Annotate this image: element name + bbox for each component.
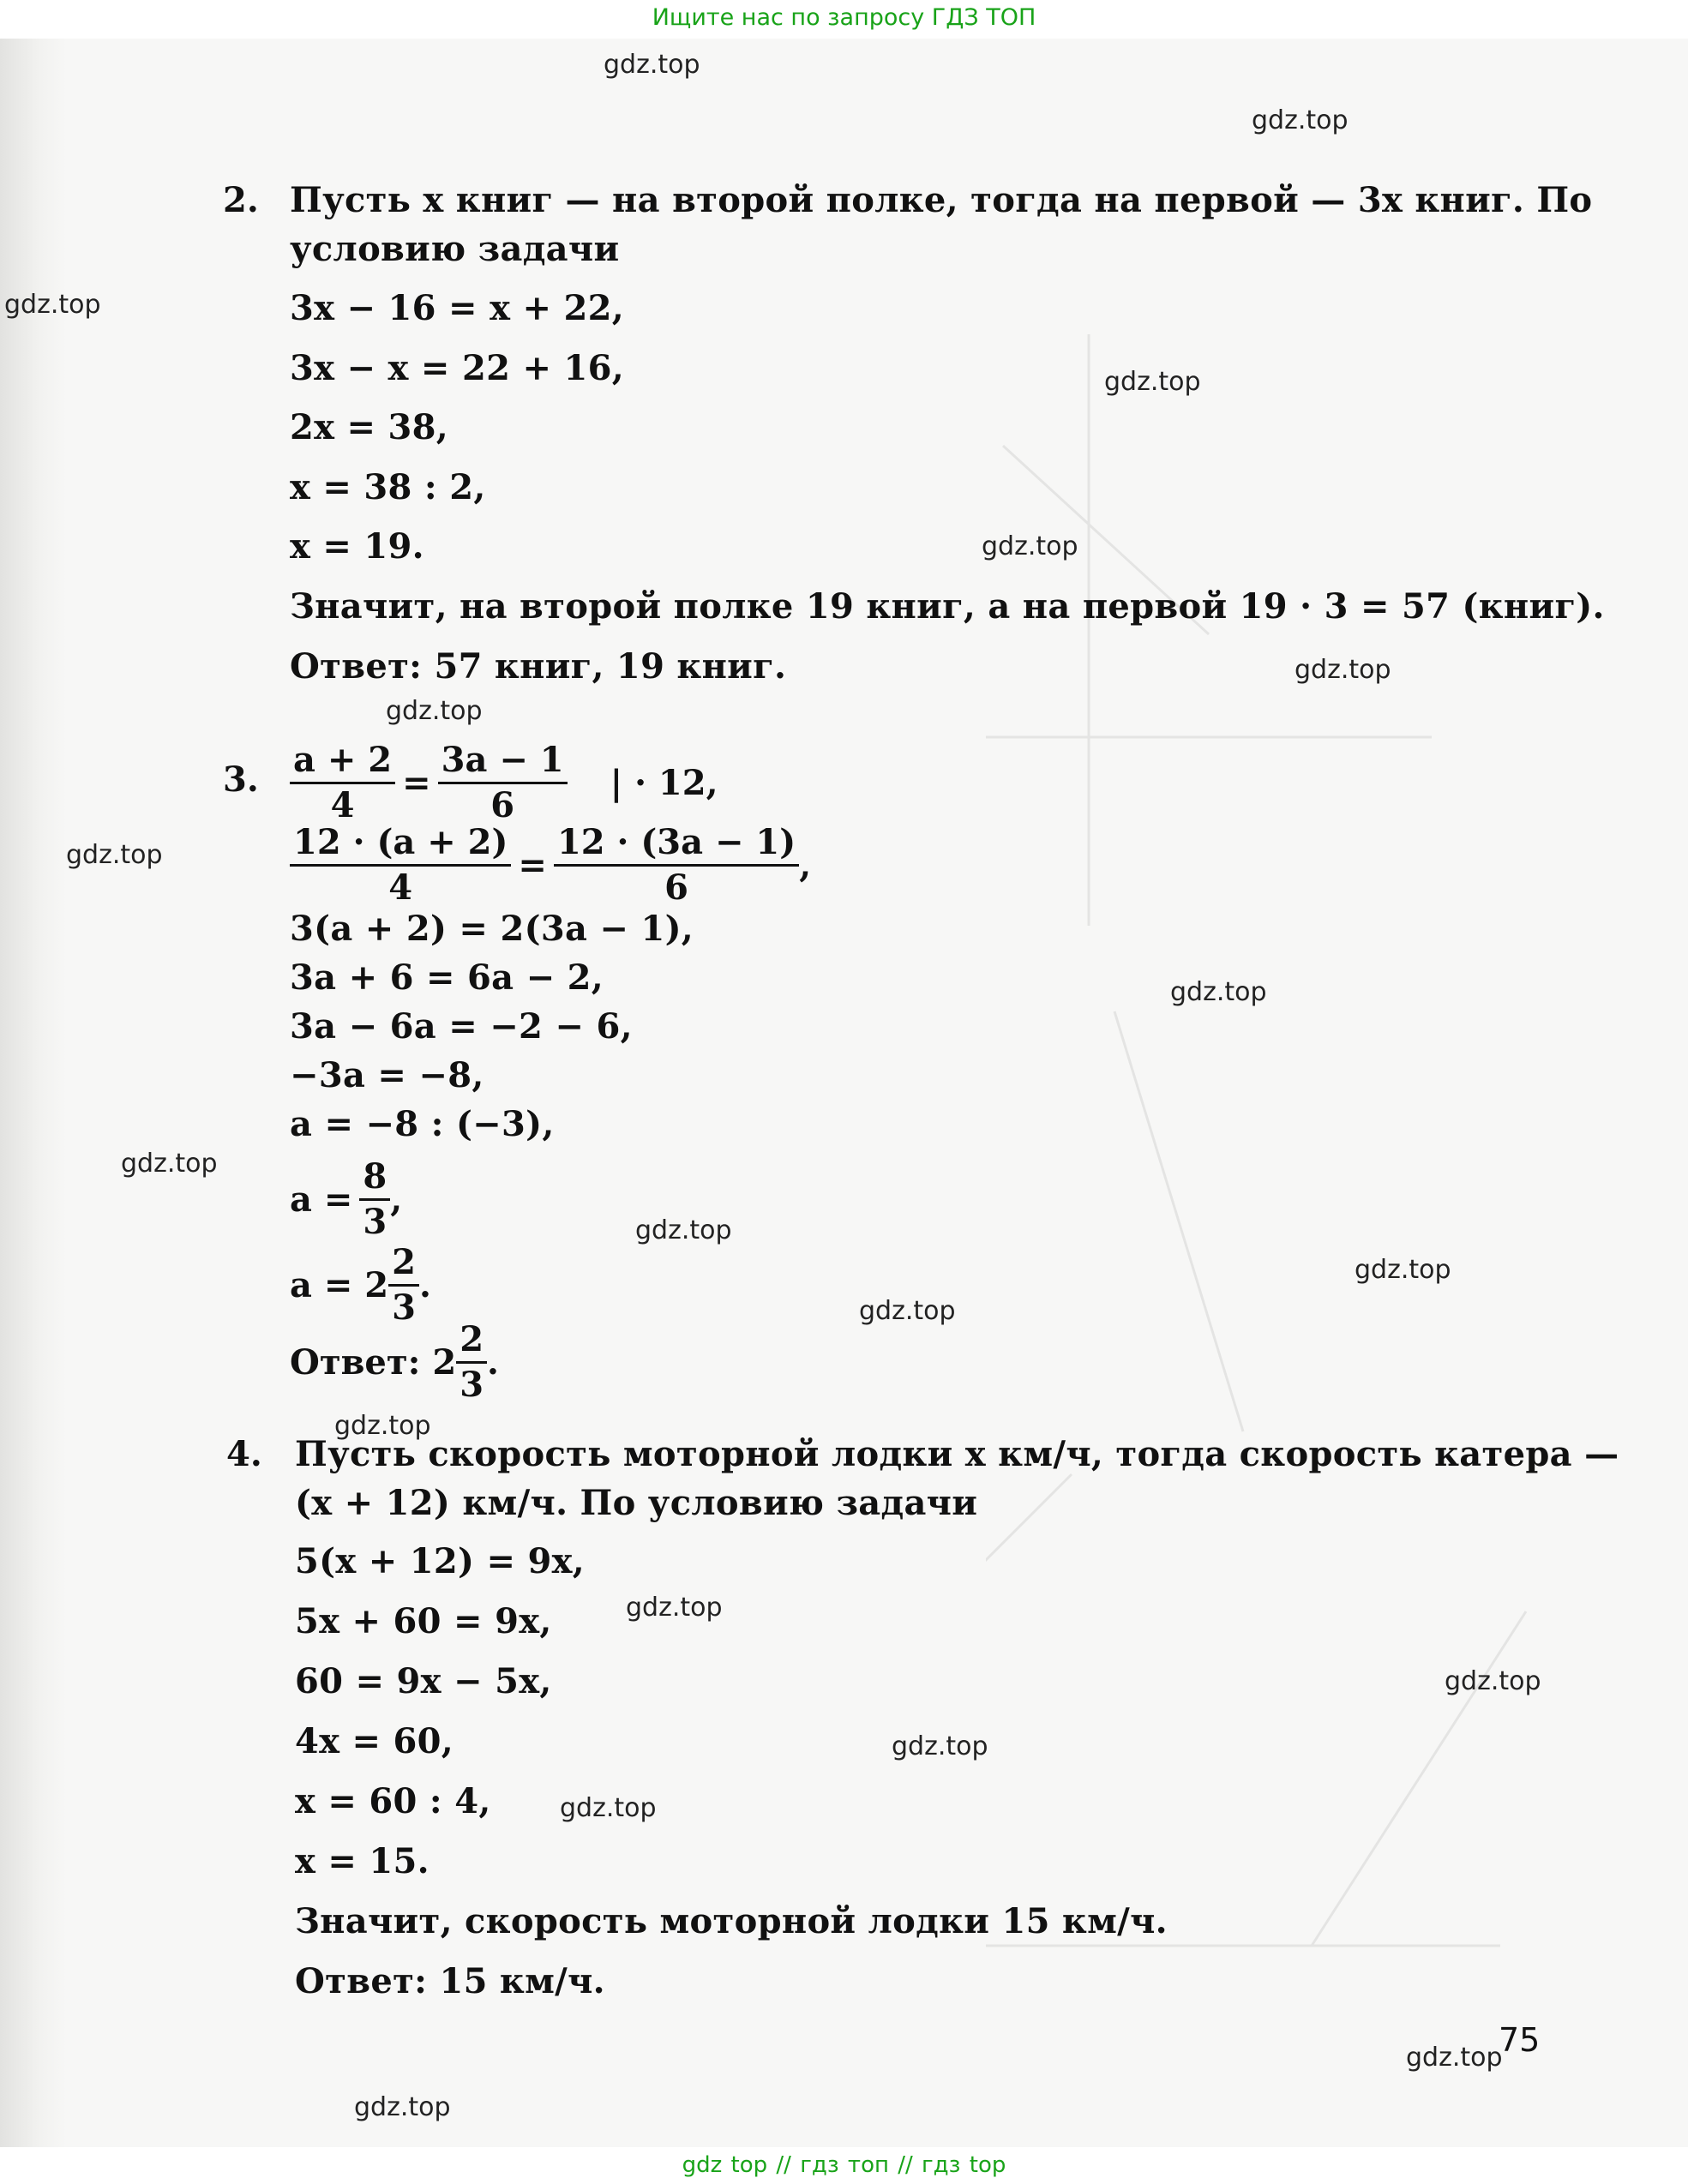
numerator: 12 · (3a − 1) [554,823,799,867]
book-spine-shadow [0,39,67,2147]
equation-lhs: a = [290,1179,353,1220]
answer-text: Ответ: 57 книг, 19 книг. [290,646,787,687]
equation: x = 38 : 2, [290,467,486,507]
denominator: 4 [330,785,355,825]
equation: x = 60 : 4, [295,1781,491,1821]
watermark: gdz.top [604,50,700,80]
equation: 4x = 60, [295,1721,454,1761]
watermark: gdz.top [4,290,101,320]
equation-lhs: a = 2 [290,1265,389,1305]
fraction [388,1243,419,1328]
equation: 3x − 16 = x + 22, [290,288,624,328]
equation: a = $\frac{8}{3}$ , [290,1156,403,1242]
equation: 60 = 9x − 5x, [295,1661,552,1701]
numerator: 2 [388,1243,419,1287]
conclusion-text: Значит, на второй полке 19 книг, а на первой 19 · 3 = 57 (книг). [290,586,1605,627]
equation: x = 15. [295,1841,430,1881]
watermark: gdz.top [1104,367,1201,397]
equation: 3a + 6 = 6a − 2, [290,957,604,998]
fraction [438,741,568,825]
equation: $\frac{a + 2}{4}$ = $\frac{3a - 1}{6}$ | · 12, [290,741,718,825]
watermark: gdz.top [1445,1666,1541,1696]
fraction [290,741,395,825]
bottom-banner[interactable]: gdz top // гдз топ // гдз top [682,2152,1006,2178]
fraction [359,1157,390,1242]
numerator: 2 [456,1320,487,1364]
answer-text: Ответ: 15 км/ч. [295,1961,605,2001]
problem-text: (x + 12) км/ч. По условию задачи [295,1483,978,1523]
watermark: gdz.top [1355,1255,1451,1285]
watermark: gdz.top [1252,105,1349,135]
denominator: 3 [363,1202,387,1242]
equation: x = 19. [290,526,424,567]
fraction [290,823,511,908]
equation: 5x + 60 = 9x, [295,1601,552,1641]
problem-text: Пусть x книг — на второй полке, тогда на первой — 3x книг. По [290,180,1593,220]
page-number: 75 [1499,2021,1541,2059]
equation: −3a = −8, [290,1055,484,1095]
equation: $\frac{12 \cdot (a + 2)}{4}$ = $\frac{12 \cdot (3a - 1)}{6}$ , [290,823,811,908]
equation: 2x = 38, [290,407,449,447]
numerator: a + 2 [290,741,395,784]
conclusion-text: Значит, скорость моторной лодки 15 км/ч. [295,1901,1168,1941]
watermark: gdz.top [982,531,1078,561]
watermark: gdz.top [626,1593,723,1623]
equation: a = 2 $\frac{2}{3}$ . [290,1242,431,1328]
answer-lhs: Ответ: 2 [290,1342,457,1383]
watermark: gdz.top [1406,2043,1503,2073]
watermark: gdz.top [66,840,163,870]
problem-text: Пусть скорость моторной лодки x км/ч, тогда скорость катера — [295,1434,1619,1474]
watermark: gdz.top [354,2092,451,2122]
problem-number: 3. [223,759,259,800]
watermark: gdz.top [121,1149,218,1179]
equation: 3x − x = 22 + 16, [290,348,624,388]
problem-number: 2. [223,180,259,220]
numerator: 8 [359,1157,390,1201]
equation: 3(a + 2) = 2(3a − 1), [290,909,694,949]
numerator: 3a − 1 [438,741,568,784]
answer-text: Ответ: 2 $\frac{2}{3}$ . [290,1319,499,1405]
multiplier: | · 12, [610,763,718,803]
fraction [456,1320,487,1405]
denominator: 3 [460,1365,484,1405]
watermark: gdz.top [635,1215,732,1245]
watermark: gdz.top [1170,977,1267,1007]
watermark: gdz.top [892,1731,988,1761]
problem-number: 4. [226,1434,262,1474]
equation: a = −8 : (−3), [290,1104,555,1144]
denominator: 3 [392,1287,416,1328]
watermark: gdz.top [386,696,483,726]
equation: 3a − 6a = −2 − 6, [290,1006,633,1047]
watermark: gdz.top [1295,655,1391,685]
fraction [554,823,799,908]
watermark: gdz.top [334,1411,431,1441]
problem-text: условию задачи [290,229,620,269]
denominator: 6 [664,867,688,908]
numerator: 12 · (a + 2) [290,823,511,867]
bleed-through-drawing [986,189,1603,2031]
top-banner[interactable]: Ищите нас по запросу ГДЗ ТОП [652,4,1036,31]
denominator: 6 [490,785,515,825]
watermark: gdz.top [859,1296,956,1326]
watermark: gdz.top [560,1793,657,1823]
equation: 5(x + 12) = 9x, [295,1541,586,1581]
denominator: 4 [388,867,413,908]
